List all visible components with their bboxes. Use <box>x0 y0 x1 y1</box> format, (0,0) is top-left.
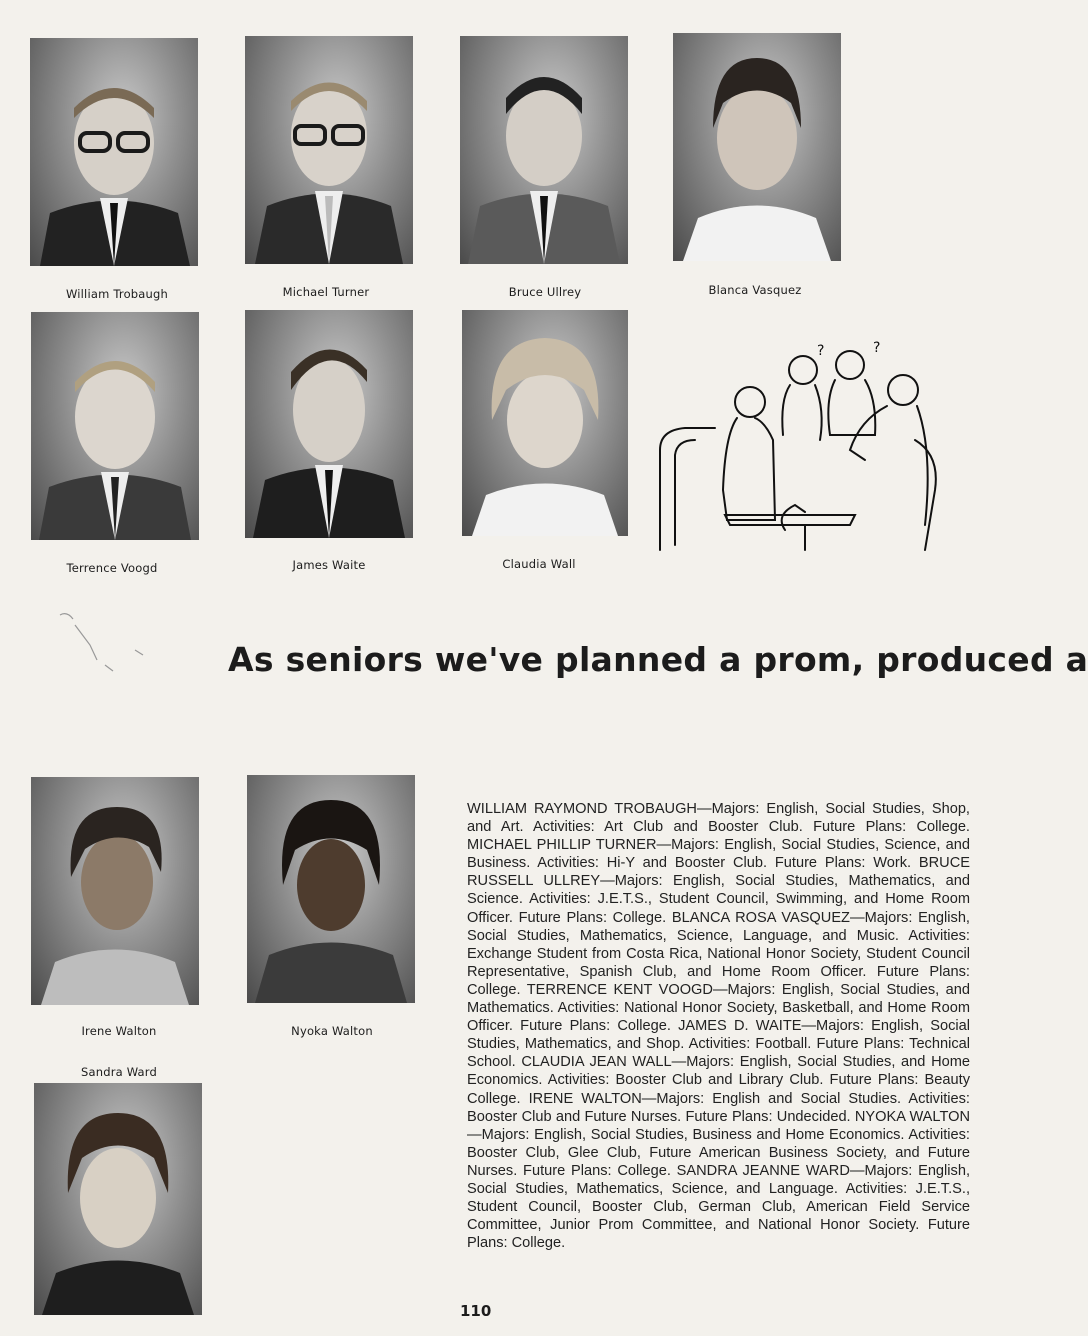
portrait-james-waite <box>245 310 413 538</box>
portrait-irene-walton <box>31 777 199 1005</box>
caption-william-trobaugh: William Trobaugh <box>65 287 169 301</box>
svg-text:?: ? <box>873 340 881 356</box>
cartoon-illustration <box>655 340 950 555</box>
caption-nyoka-walton: Nyoka Walton <box>291 1024 373 1038</box>
caption-irene-walton: Irene Walton <box>81 1024 157 1038</box>
svg-text:?: ? <box>817 343 825 359</box>
portrait-terrence-voogd <box>31 312 199 540</box>
caption-sandra-ward: Sandra Ward <box>80 1065 158 1079</box>
caption-blanca-vasquez: Blanca Vasquez <box>708 283 802 297</box>
caption-bruce-ullrey: Bruce Ullrey <box>508 285 582 299</box>
portrait-william-trobaugh <box>30 38 198 266</box>
page-number: 110 <box>460 1302 492 1320</box>
portrait-bruce-ullrey <box>460 36 628 264</box>
caption-claudia-wall: Claudia Wall <box>502 557 576 571</box>
portrait-claudia-wall <box>462 310 628 536</box>
smudge-marks <box>55 605 165 675</box>
portrait-sandra-ward <box>34 1083 202 1315</box>
biography-text: WILLIAM RAYMOND TROBAUGH—Majors: English, Social Studies, Shop, and Art. Activities: Art Club and Booster Club. Future Plans: College. MICHAEL PHILLIP TURNER—Majors: English, Social Studies, Science, and Business. Activities: Hi-Y and Booster Club. Future Plans: Work. BRUCE RUSSELL ULLREY—Majors: English, Social Studies, Mathematics, and Science. Activities: J.E.T.S., Student Council, Swimming, and Home Room Officer. Future Plans: College. BLANCA ROSA VASQUEZ—Majors: English, Social Studies, Mathematics, Science, Language, and Music. Activities: Exchange Student from Costa Rica, National Honor Society, Student Council Representative, Spanish Club, and Home Room Officer. Future Plans: College. TERRENCE KENT VOOGD—Majors: English, Social Studies, and Mathematics. Activities: National Honor Society, Basketball, and Home Room Officer. Future Plans: College. JAMES D. WAITE—Majors: English, Social Studies, Mathematics, and Shop. Activities: Football. Future Plans: Technical School. CLAUDIA JEAN WALL—Majors: English, Social Studies, and Home Economics. Activities: Booster Club and Library Club. Future Plans: Beauty College. IRENE WALTON—Majors: English and Social Studies. Activities: Booster Club and Future Nurses. Future Plans: Undecided. NYOKA WALTON—Majors: English, Social Studies, Business and Home Economics. Activities: Booster Club, Glee Club, Future American Business Society, and Future Nurses. Future Plans: College. SANDRA JEANNE WARD—Majors: English, Social Studies, Mathematics, Science, and Language. Activities: J.E.T.S., Student Council, Booster Club, German Club, American Field Service Committee, Junior Prom Committee, and National Honor Society. Future Plans: College. <box>467 801 970 1252</box>
caption-terrence-voogd: Terrence Voogd <box>66 561 158 575</box>
headline: As seniors we've planned a prom, produced a <box>228 640 1088 679</box>
portrait-michael-turner <box>245 36 413 264</box>
caption-michael-turner: Michael Turner <box>282 285 370 299</box>
portrait-blanca-vasquez <box>673 33 841 261</box>
caption-james-waite: James Waite <box>292 558 366 572</box>
portrait-nyoka-walton <box>247 775 415 1003</box>
